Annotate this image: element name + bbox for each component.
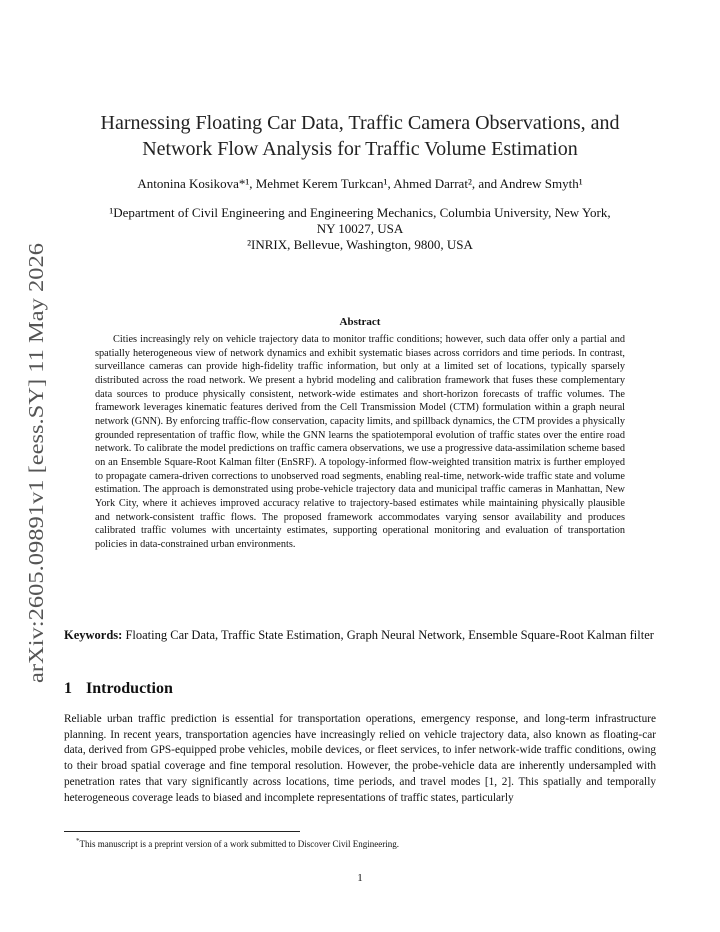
keywords-label: Keywords: [64,628,123,642]
keywords [64,627,656,643]
title-line-1: Harnessing Floating Car Data, Traffic Camera Observations, and [100,112,620,134]
paper-title [70,110,650,162]
keywords-text: Floating Car Data, Traffic State Estimation, Graph Neural Network, Ensemble Square-Root Kalman filter [125,628,654,642]
affiliation-1-line-1: ¹Department of Civil Engineering and Engineering Mechanics, Columbia University, New York, [109,205,611,220]
footnote-mark: * [76,837,80,845]
affiliations [70,205,650,253]
section-title: Introduction [86,680,173,697]
affiliation-2: ²INRIX, Bellevue, Washington, 9800, USA [247,237,473,252]
section-number: 1 [64,680,72,697]
arxiv-identifier-stamp[interactable] [2,235,62,695]
page-number: 1 [357,872,363,884]
affiliation-1-line-2: NY 10027, USA [316,221,404,236]
arxiv-identifier-text: arXiv:2605.09891v1 [eess.SY] 11 May 2026 [24,296,48,683]
abstract-heading: Abstract [339,316,381,328]
footnote [76,835,399,850]
footnote-rule [64,831,300,832]
introduction-paragraph: Reliable urban traffic prediction is essential for transportation operations, emergency response, and long-term infrastructure planning. In recent years, transportation agencies have increasingly relied on vehicle trajectory data, also known as floating-car data, derived from GPS-equipped probe vehicles, mobile devices, or fleet services, to infer network-wide traffic conditions, owing to their broad spatial coverage and fine temporal resolution. However, the probe-vehicle data are inherently undersampled with penetration rates that vary significantly across locations, time periods, and travel modes [1, 2]. This spatially and temporally heterogeneous coverage leads to biased and incomplete representations of traffic states, particularly [64,713,656,804]
abstract-text: Cities increasingly rely on vehicle trajectory data to monitor traffic conditions; however, such data offer only a partial and spatially heterogeneous view of network dynamics and exhibit systematic biases across corridors and time periods. In contrast, surveillance cameras can provide high-fidelity traffic information, but only at a limited set of locations, typically sparsely distributed across the road network. We present a hybrid modeling and calibration framework that fuses these complementary data sources to produce physically consistent, network-wide estimates and short-horizon forecasts of traffic volumes. The framework leverages kinematic features derived from the Cell Transmission Model (CTM) formulation within a graph neural network (GNN). By enforcing traffic-flow conservation, capacity limits, and spillback dynamics, the CTM provides a physically grounded representation of traffic flow, while the GNN learns the spatiotemporal evolution of traffic states over the entire road network. To calibrate the model predictions on traffic camera observations, we use a progressive data-assimilation scheme based on an Ensemble Square-Root Kalman filter (EnSRF). A topology-informed flow-weighted transition matrix is further employed to propagate camera-driven corrections to unobserved road segments, enabling real-time, network-wide traffic state and volume estimation. The approach is demonstrated using probe-vehicle trajectory data and municipal traffic cameras in Manhattan, New York City, where it achieves improved accuracy relative to trajectory-based estimates while maintaining physically plausible and network-consistent traffic flows. The proposed framework accommodates varying sensor availability and produces calibrated traffic volumes with uncertainty estimates, supporting operational monitoring and evaluation of transportation policies in data-constrained urban environments. [95,334,625,550]
section-heading-introduction [64,680,173,698]
author-list: Antonina Kosikova*¹, Mehmet Kerem Turkcan¹, Ahmed Darrat², and Andrew Smyth¹ [137,176,583,191]
footnote-text: This manuscript is a preprint version of a work submitted to Discover Civil Engineering. [79,839,399,849]
title-line-2: Network Flow Analysis for Traffic Volume Estimation [142,138,578,160]
